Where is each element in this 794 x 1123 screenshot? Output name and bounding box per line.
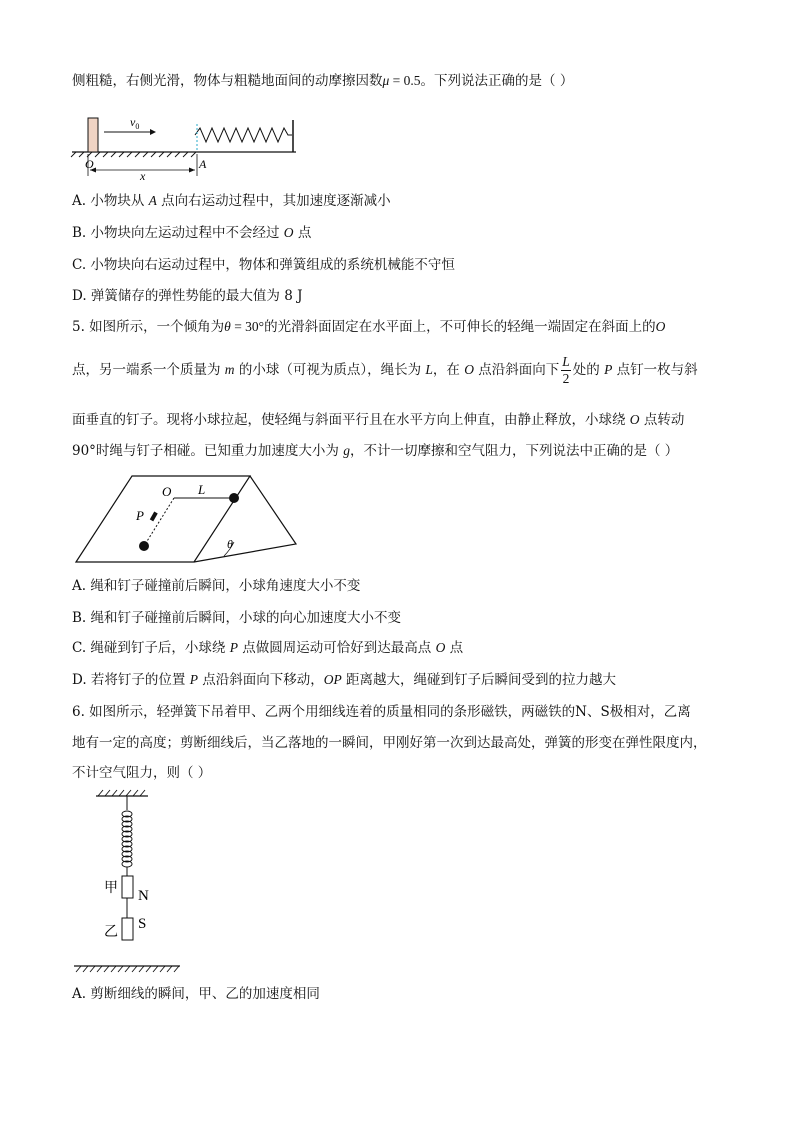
v0-label: $v_0$ [130, 115, 140, 131]
label-jia: 甲 [104, 881, 118, 896]
label-S: S [138, 916, 147, 932]
block [88, 118, 98, 152]
q6-stem-line-3: 不计空气阻力，则（ ） [72, 765, 212, 781]
q6-option-a: A. 剪断细线的瞬间，甲、乙的加速度相同 [72, 986, 320, 1002]
nail-P [150, 512, 158, 522]
q4-option-b: B. 小物块向左运动过程中不会经过 O 点 [72, 225, 312, 241]
mu-symbol: μ [382, 73, 390, 88]
q4-option-d: D. 弹簧储存的弹性势能的最大值为 8 J [72, 288, 303, 304]
label-L: L [198, 482, 206, 497]
q4-figure [70, 110, 310, 180]
label-x: x [140, 169, 146, 180]
label-yi: 乙 [104, 925, 118, 940]
q5-option-c: C. 绳碰到钉子后，小球绕 P 点做圆周运动可恰好到达最高点 O 点 [72, 640, 464, 656]
q5-option-d: D. 若将钉子的位置 P 点沿斜面向下移动，OP 距离越大，绳碰到钉子后瞬间受到的拉力越大 [72, 672, 617, 688]
q5-option-a: A. 绳和钉子碰撞前后瞬间，小球角速度大小不变 [72, 578, 361, 594]
label-P: P [136, 508, 144, 523]
q5-stem-line-2: 点，另一端系一个质量为 m 的小球（可视为质点），绳长为 L，在 O 点沿斜面向下 $\frac{L}{2}$ 处的 P 点钉一枚与斜 [72, 354, 698, 386]
q4-stem: 侧粗糙，右侧光滑，物体与粗糙地面间的动摩擦因数μ = 0.5。下列说法正确的是（ ） [72, 73, 574, 89]
label-N: N [138, 888, 149, 904]
ball-top [229, 493, 239, 503]
fraction-L-over-2: $\frac{L}{2}$ [562, 354, 570, 386]
label-O: O [85, 157, 94, 171]
spring [195, 128, 292, 142]
theta-label: θ [227, 537, 233, 551]
magnet-yi [122, 918, 133, 940]
label-A: A [199, 157, 207, 171]
q4-option-c: C. 小物块向右运动过程中，物体和弹簧组成的系统机械能不守恒 [72, 257, 455, 273]
label-O: O [162, 484, 172, 499]
spring [122, 811, 132, 867]
q5-figure [74, 472, 314, 572]
q5-stem-line-4: 90°时绳与钉子相碰。已知重力加速度大小为 g，不计一切摩擦和空气阻力，下列说法中正确的是（ ） [72, 443, 679, 459]
q6-stem-line-1: 6. 如图所示，轻弹簧下吊着甲、乙两个用细线连着的质量相同的条形磁铁，两磁铁的N、S极相对，乙离 [72, 704, 691, 720]
q4-option-a: A. 小物块从 A 点向右运动过程中，其加速度逐渐减小 [72, 193, 391, 209]
q6-stem-line-2: 地有一定的高度；剪断细线后，当乙落地的一瞬间，甲刚好第一次到达最高处，弹簧的形变在弹性限度内， [72, 735, 707, 751]
q5-stem-line-3: 面垂直的钉子。现将小球拉起，使轻绳与斜面平行且在水平方向上伸直，由静止释放，小球绕 O 点转动 [72, 412, 685, 428]
ball-bottom [139, 541, 149, 551]
q6-figure [72, 786, 192, 976]
q5-stem-line-1: 5. 如图所示，一个倾角为θ = 30°的光滑斜面固定在水平面上，不可伸长的轻绳一端固定在斜面上的O [72, 319, 666, 335]
q5-option-b: B. 绳和钉子碰撞前后瞬间，小球的向心加速度大小不变 [72, 610, 402, 626]
magnet-jia [122, 876, 133, 898]
